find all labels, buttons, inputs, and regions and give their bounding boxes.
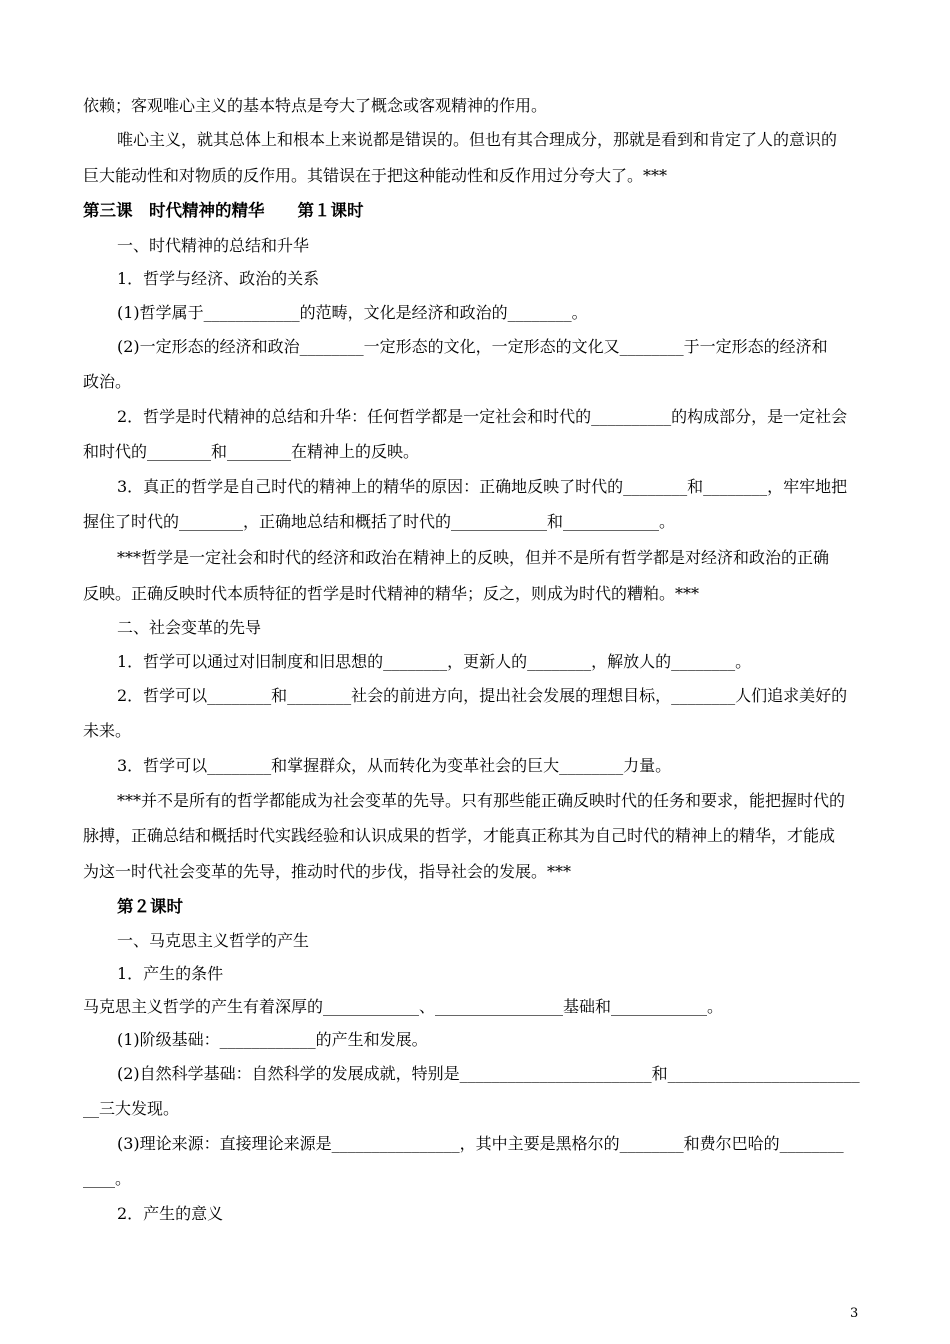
paragraph-line: (1)哲学属于____________的范畴，文化是经济和政治的________。	[117, 303, 588, 322]
section-heading: 一、时代精神的总结和升华	[117, 236, 310, 255]
paragraph-line: 2．哲学是时代精神的总结和升华：任何哲学都是一定社会和时代的__________的构成部分，是一定社会	[117, 407, 848, 426]
paragraph-line: 1．哲学可以通过对旧制度和旧思想的________，更新人的________，解放人的________。	[117, 652, 752, 671]
paragraph-line: 唯心主义，就其总体上和根本上来说都是错误的。但也有其合理成分，那就是看到和肯定了人的意识的	[117, 130, 838, 149]
paragraph-line: (3)理论来源：直接理论来源是________________，其中主要是黑格尔的________和费尔巴哈的________	[117, 1134, 844, 1153]
paragraph-line: 3．真正的哲学是自己时代的精神上的精华的原因：正确地反映了时代的________和________，牢牢地把	[117, 477, 848, 496]
paragraph-line: 3．哲学可以________和掌握群众，从而转化为变革社会的巨大________力量。	[117, 756, 672, 775]
paragraph-line: 巨大能动性和对物质的反作用。其错误在于把这种能动性和反作用过分夸大了。***	[83, 166, 668, 185]
paragraph-line: ____。	[83, 1169, 132, 1188]
paragraph-line: 2．哲学可以________和________社会的前进方向，提出社会发展的理想目标，________人们追求美好的	[117, 686, 848, 705]
paragraph-line: ***哲学是一定社会和时代的经济和政治在精神上的反映，但并不是所有哲学都是对经济和政治的正确	[117, 548, 830, 567]
section-heading: 二、社会变革的先导	[117, 618, 262, 637]
section-heading: 一、马克思主义哲学的产生	[117, 931, 310, 950]
paragraph-line: 为这一时代社会变革的先导，推动时代的步伐，指导社会的发展。***	[83, 862, 572, 881]
subsection-heading: 2．产生的意义	[117, 1204, 224, 1223]
lesson-heading: 第２课时	[117, 897, 183, 916]
paragraph-line: (2)自然科学基础：自然科学的发展成就，特别是________________________和________________________	[117, 1064, 860, 1083]
page-number: 3	[850, 1306, 859, 1321]
subsection-heading: 1．产生的条件	[117, 964, 224, 983]
paragraph-line: 脉搏，正确总结和概括时代实践经验和认识成果的哲学，才能真正称其为自己时代的精神上的精华，才能成	[83, 826, 836, 845]
paragraph-line: 和时代的________和________在精神上的反映。	[83, 442, 420, 461]
paragraph-line: 反映。正确反映时代本质特征的哲学是时代精神的精华；反之，则成为时代的糟粕。***	[83, 584, 700, 603]
paragraph-line: 依赖；客观唯心主义的基本特点是夸大了概念或客观精神的作用。	[83, 96, 548, 115]
paragraph-line: ***并不是所有的哲学都能成为社会变革的先导。只有那些能正确反映时代的任务和要求，能把握时代的	[117, 791, 846, 810]
subsection-heading: 1．哲学与经济、政治的关系	[117, 269, 320, 288]
paragraph-line: __三大发现。	[83, 1099, 180, 1118]
paragraph-line: 握住了时代的________，正确地总结和概括了时代的____________和____________。	[83, 512, 676, 531]
paragraph-line: 未来。	[83, 721, 132, 740]
paragraph-line: 政治。	[83, 372, 132, 391]
lesson-heading: 第三课 时代精神的精华 第１课时	[83, 201, 364, 220]
paragraph-line: (2)一定形态的经济和政治________一定形态的文化，一定形态的文化又________于一定形态的经济和	[117, 337, 828, 356]
paragraph-line: 马克思主义哲学的产生有着深厚的____________、________________基础和____________。	[83, 997, 724, 1016]
paragraph-line: (1)阶级基础：____________的产生和发展。	[117, 1030, 428, 1049]
